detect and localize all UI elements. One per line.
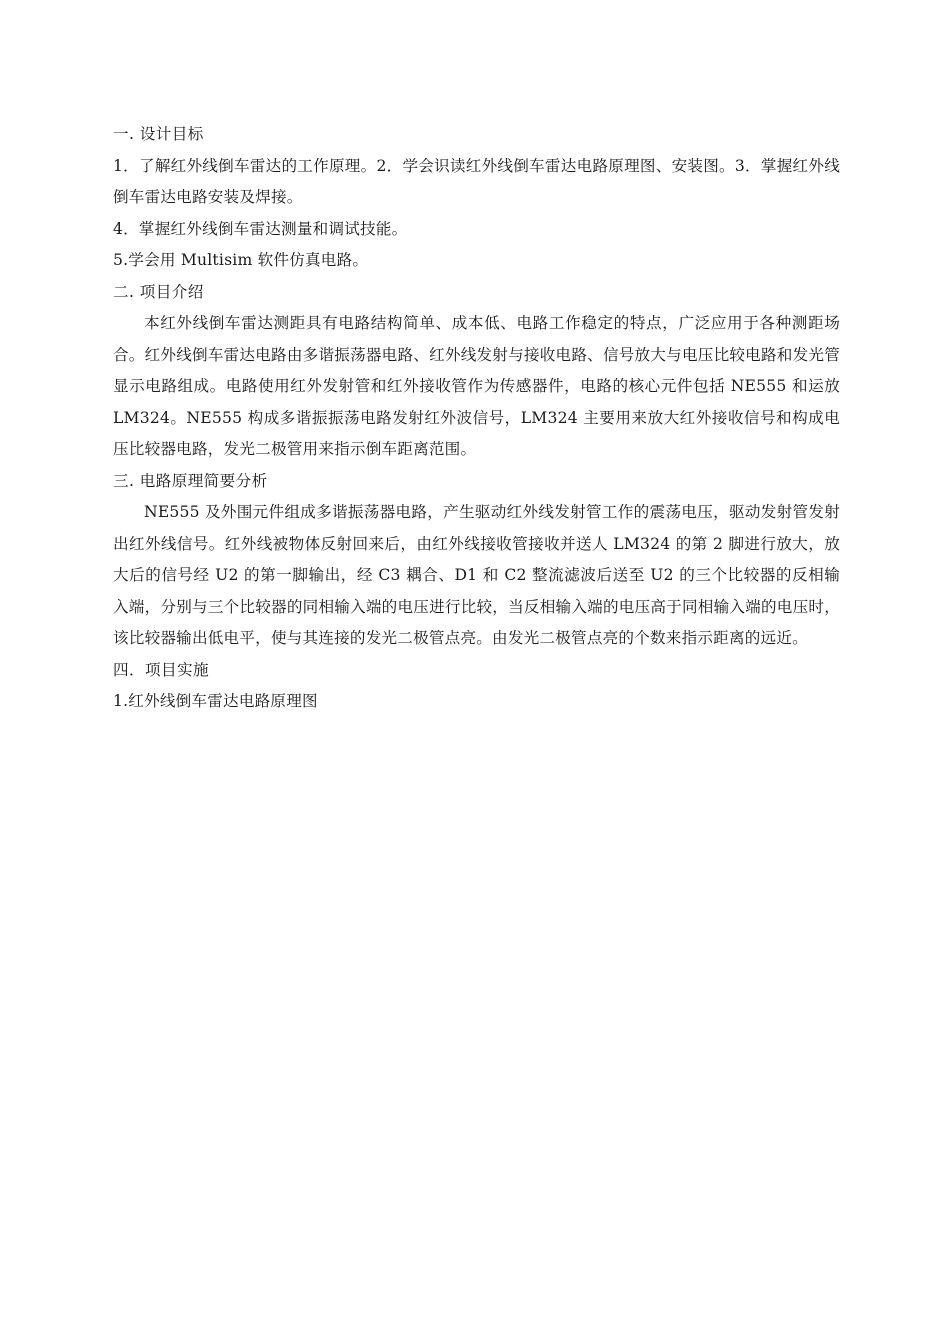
circuit-analysis-paragraph: NE555 及外围元件组成多谐振荡器电路，产生驱动红外线发射管工作的震荡电压，驱动发射管发射出红外线信号。红外线被物体反射回来后，由红外线接收管接收并送人 LM324 的第 2 脚进行放大，放大后的信号经 U2 的第一脚输出，经 C3 耦合、D1 和 C2 整流滤波后送至 U2 的三个比较器的反相输入端，分别与三个比较器的同相输入端的电压进行比较，当反相输入端的电压高于同相输入端的电压时，该比较器输出低电平，使与其连接的发光二极管点亮。由发光二极管点亮的个数来指示距离的远近。 — [113, 503, 840, 647]
project-intro-paragraph: 本红外线倒车雷达测距具有电路结构简单、成本低、电路工作稳定的特点，广泛应用于各种测距场合。红外线倒车雷达电路由多谐振荡器电路、红外线发射与接收电路、信号放大与电压比较电路和发光管显示电路组成。电路使用红外发射管和红外接收管作为传感器件，电路的核心元件包括 NE555 和运放 LM324。NE555 构成多谐振振荡电路发射红外波信号，LM324 主要用来放大红外接收信号和构成电压比较器电路，发光二极管用来指示倒车距离范围。 — [113, 314, 840, 458]
section-title-circuit-analysis: 三. 电路原理简要分析 — [113, 471, 268, 490]
section-title-design-goals: 一. 设计目标 — [113, 125, 204, 143]
goal-4: 4．掌握红外线倒车雷达测量和调试技能。 — [113, 219, 408, 238]
goal-5: 5.学会用 Multisim 软件仿真电路。 — [113, 251, 369, 269]
section-title-implementation: 四．项目实施 — [113, 660, 209, 679]
implementation-item-1: 1.红外线倒车雷达电路原理图 — [113, 692, 318, 710]
document-body — [113, 119, 840, 718]
section-title-project-intro: 二. 项目介绍 — [113, 282, 204, 301]
goals-line-1-3: 1．了解红外线倒车雷达的工作原理。2．学会识读红外线倒车雷达电路原理图、安装图。3．掌握红外线倒车雷达电路安装及焊接。 — [113, 156, 840, 206]
